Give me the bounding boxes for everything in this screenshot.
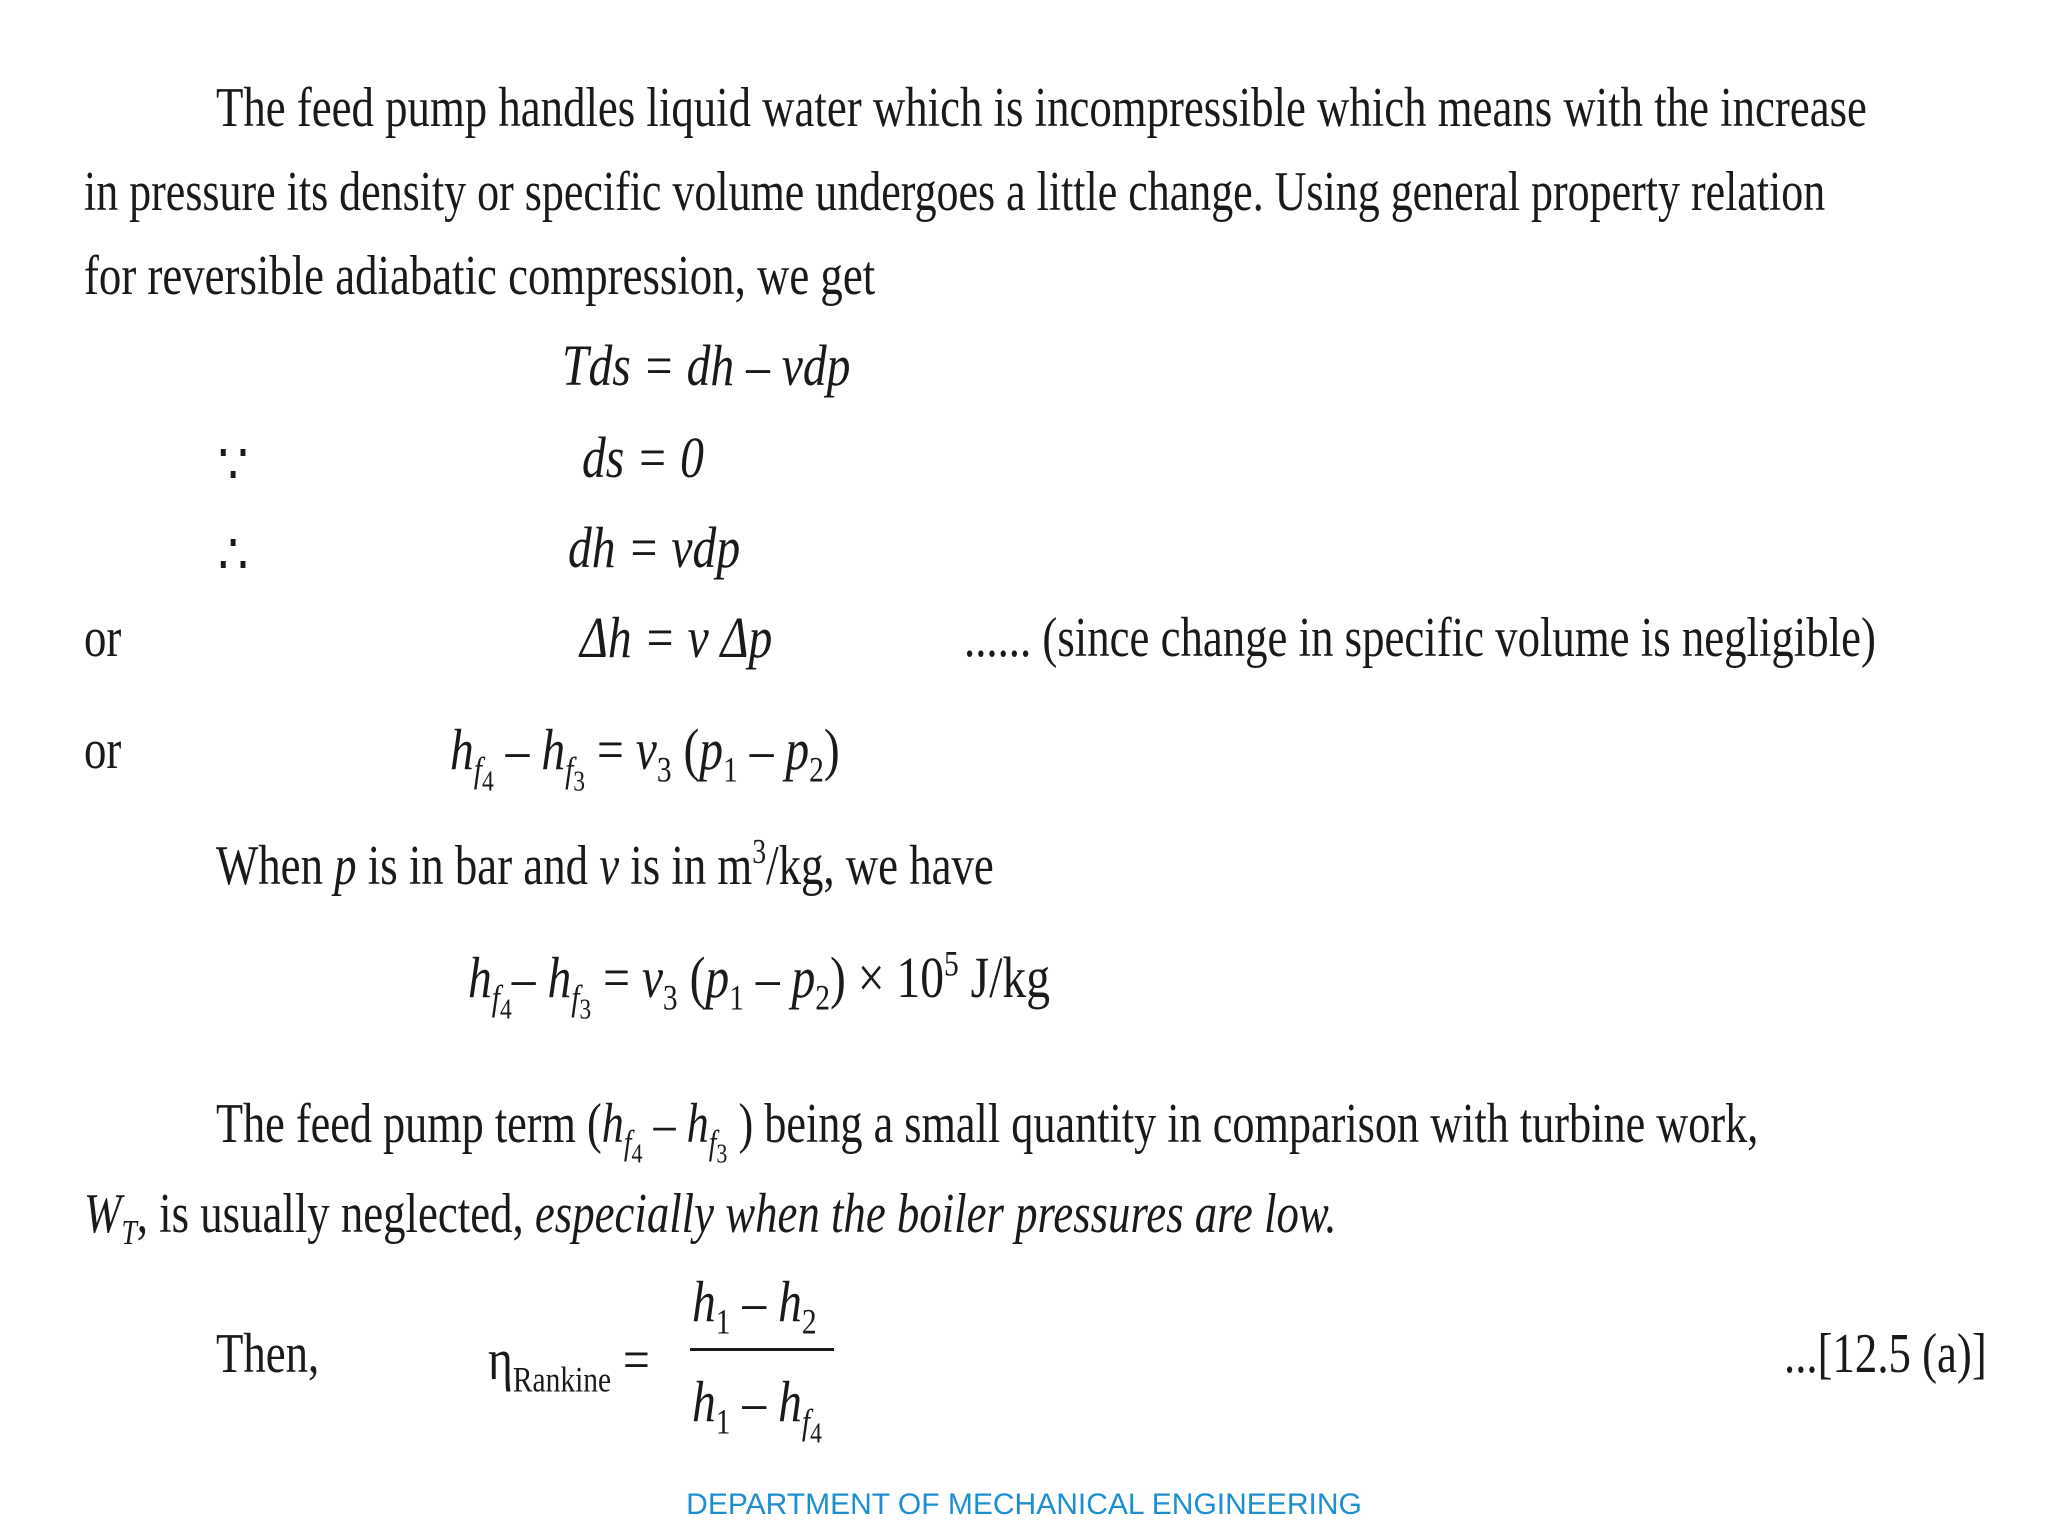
equation-tds: Tds = dh – vdp: [562, 333, 851, 398]
or-label-2: or: [84, 719, 122, 781]
therefore-symbol: ∴: [218, 522, 249, 587]
para1-line2: in pressure its density or specific volume undergoes a little change. Using general property relation: [84, 161, 1826, 223]
equation-note: ...... (since change in specific volume is negligible): [964, 607, 1876, 669]
equation-dh-vdp: dh = vdp: [568, 515, 741, 580]
para3-line1: The feed pump term ($h_{f_4} - h_{f_3}$ ) being a small quantity in comparison with turbine work,: [216, 1093, 1759, 1170]
footer-department: DEPARTMENT OF MECHANICAL ENGINEERING: [686, 1488, 1362, 1521]
para2-line: When p is in bar and v is in $m^3/kg$, we have: [216, 832, 994, 897]
equation-reference: ...[12.5 (a)]: [1784, 1323, 1987, 1385]
fraction-denominator: $h_1 - h_{f_4}$: [692, 1369, 822, 1450]
equation-pump-work-units: $h_{f_4}-$ $h_{f_3} = v_3$ $(p_1 - p_2) \times 10^5$ J/kg: [468, 943, 1050, 1026]
then-label: Then,: [216, 1323, 320, 1385]
para1-line1: The feed pump handles liquid water which is incompressible which means with the increase: [216, 77, 1867, 139]
para3-line2: $W_T$, is usually neglected, especially when the boiler pressures are low.: [84, 1183, 1337, 1253]
eta-rankine: $\eta_{Rankine}$ =: [488, 1327, 650, 1400]
equation-delta-h: Δh = v Δp: [580, 605, 773, 670]
equation-ds-zero: ds = 0: [582, 425, 704, 490]
equation-pump-work: $h_{f_4} - h_{f_3} = v_3$ $(p_1 - p_2)$: [450, 717, 840, 798]
or-label-1: or: [84, 607, 122, 669]
fraction-numerator: $h_1 - h_2$: [692, 1269, 817, 1342]
because-symbol: ∵: [218, 432, 249, 497]
para1-line3: for reversible adiabatic compression, we get: [84, 245, 876, 307]
fraction-bar: [690, 1348, 834, 1351]
